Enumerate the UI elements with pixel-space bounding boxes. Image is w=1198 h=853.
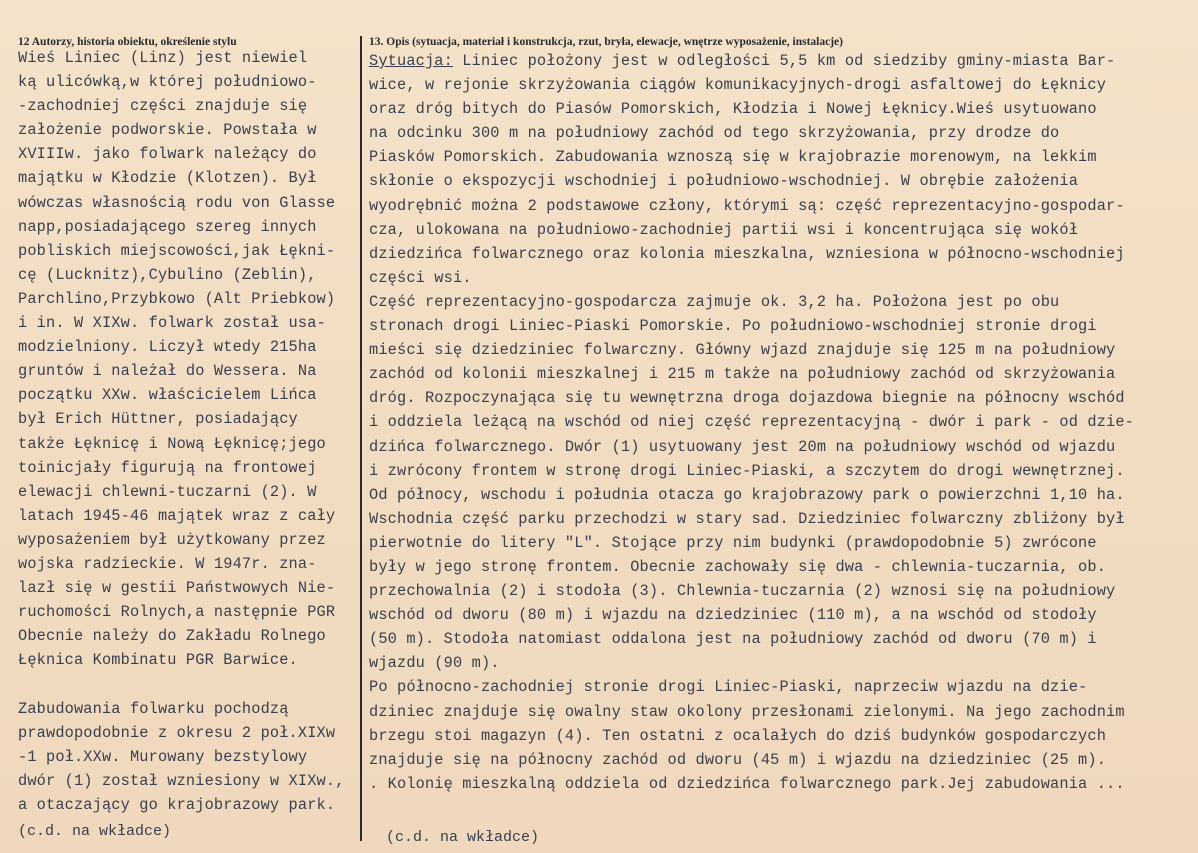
situation-label: Sytuacja: <box>369 52 453 70</box>
text-line: cę (Lucknitz),Cybulino (Zeblin), <box>18 265 317 284</box>
text-line: napp,posiadającego szereg innych <box>18 217 317 236</box>
text-line: toinicjały figurują na frontowej <box>18 458 317 477</box>
text-line: Zabudowania folwarku pochodzą <box>18 699 289 718</box>
text-line: wojska radzieckie. W 1947r. zna- <box>18 554 317 573</box>
text-line: znajduje się na północny zachód od dworu (45 m) i wjazdu na dziedziniec (25 m). <box>369 750 1107 769</box>
text-line: wówczas własnością rodu von Glasse <box>18 193 336 212</box>
text-line: elewacji chlewni-tuczarni (2). W <box>18 482 317 501</box>
text-line: XVIIIw. jako folwark należący do <box>18 145 317 164</box>
column-divider <box>360 36 362 841</box>
section-13-header: 13. Opis (sytuacja, materiał i konstrukcja, rzut, bryła, elewacje, wnętrze wyposażenie, instalacje) <box>369 36 843 48</box>
text-line: -zachodniej części znajduje się <box>18 97 308 116</box>
text-line: pierwotnie do litery "L". Stojące przy nim budynki (prawdopodobnie 5) zwrócone <box>369 533 1097 552</box>
text-line: na odcinku 300 m na południowy zachód od tego skrzyżowania, przy drodze do <box>369 124 1060 143</box>
text-line: a otaczający go krajobrazowy park. <box>18 795 336 814</box>
text-line: był Erich Hüttner, posiadający <box>18 410 298 429</box>
text-line: wyposażeniem był użytkowany przez <box>18 530 326 549</box>
text-line: części wsi. <box>369 268 472 287</box>
text-line: dwór (1) został wzniesiony w XIXw., <box>18 771 345 790</box>
text-line: Obecnie należy do Zakładu Rolnego <box>18 627 326 646</box>
text-line: Część reprezentacyjno-gospodarcza zajmuje ok. 3,2 ha. Położona jest po obu <box>369 292 1060 311</box>
text-line <box>18 672 358 696</box>
text-line: ką ulicówką,w której południowo- <box>18 73 317 92</box>
text-line: prawdopodobnie z okresu 2 poł.XIXw <box>18 723 336 742</box>
description-text <box>369 49 1191 796</box>
text-line <box>369 49 1191 73</box>
text-line: skłonie o ekspozycji wschodniej i południowo-wschodniej. W obrębie założenia <box>369 172 1079 191</box>
text-line: Piasków Pomorskich. Zabudowania wznoszą się w krajobrazie morenowym, na lekkim <box>369 148 1097 167</box>
text-line: stronach drogi Liniec-Piaski Pomorskie. Po południowo-wschodniej stronie drogi <box>369 317 1097 336</box>
text-line: majątku w Kłodzie (Klotzen). Był <box>18 169 317 188</box>
text-line: dziniec znajduje się owalny staw okolony przesłonami zielonymi. Na jego zachodnim <box>369 702 1125 721</box>
text-line: modzielniony. Liczył wtedy 215ha <box>18 338 317 357</box>
text-line: dróg. Rozpoczynająca się tu wewnętrzna droga dojazdowa biegnie na północny wschód <box>369 389 1125 408</box>
text-line: lazł się w gestii Państwowych Nie- <box>18 579 336 598</box>
text-line: dzińca folwarcznego. Dwór (1) usytuowany jest 20m na południowy wschód od wjazdu <box>369 437 1116 456</box>
text-line: oraz dróg bitych do Piasów Pomorskich, Kłodzia i Nowej Łęknicy.Wieś usytuowano <box>369 100 1097 119</box>
text-line: Łęknica Kombinatu PGR Barwice. <box>18 651 298 670</box>
text-line: pobliskich miejscowości,jak Łękni- <box>18 241 336 260</box>
text-line: wschód od dworu (80 m) i wjazdu na dziedziniec (110 m), a na wschód od stodoły <box>369 606 1097 625</box>
text-line: wyodrębnić można 2 podstawowe człony, którymi są: część reprezentacyjno-gospodar- <box>369 196 1125 215</box>
text-line: ruchomości Rolnych,a następnie PGR <box>18 603 336 622</box>
text-line: założenie podworskie. Powstała w <box>18 121 317 140</box>
text-line: Od północy, wschodu i południa otacza go krajobrazowy park o powierzchni 1,10 ha. <box>369 485 1125 504</box>
text-line: Parchlino,Przybkowo (Alt Priebkow) <box>18 289 336 308</box>
text-line: gruntów i należał do Wessera. Na <box>18 362 317 381</box>
text-line: przechowalnia (2) i stodoła (3). Chlewnia-tuczarnia (2) wznosi się na południowy <box>369 582 1116 601</box>
text-line: i in. W XIXw. folwark został usa- <box>18 314 326 333</box>
text-line: Wieś Liniec (Linz) jest niewiel <box>18 49 308 67</box>
text-line: . Kolonię mieszkalną oddziela od dziedzińca folwarcznego park.Jej zabudowania ... <box>369 774 1125 793</box>
continued-note-right: (c.d. na wkładce) <box>386 829 540 846</box>
text-line: Wschodnia część parku przechodzi w stary sad. Dziedziniec folwarczny zbliżony był <box>369 509 1125 528</box>
text-line: były w jego stronę frontem. Obecnie zachowały się dwa - chlewnia-tuczarnia, ob. <box>369 557 1107 576</box>
text-line: także Łęknicę i Nową Łęknicę;jego <box>18 434 326 453</box>
text-line: wjazdu (90 m). <box>369 654 500 673</box>
text-line: latach 1945-46 majątek wraz z cały <box>18 506 336 525</box>
text-line: cza, ulokowana na południowo-zachodniej partii wsi i koncentrująca się wokół <box>369 220 1079 239</box>
text-line: wice, w rejonie skrzyżowania ciągów komunikacyjnych-drogi asfaltowej do Łęknicy <box>369 76 1107 95</box>
text-line: i oddziela leżącą na wschód od niej część reprezentacyjną - dwór i park - od dzie- <box>369 413 1135 432</box>
text-line: i zwrócony frontem w stronę drogi Liniec-Piaski, a szczytem do drogi wewnętrznej. <box>369 461 1125 480</box>
text-line-rest: Liniec położony jest w odległości 5,5 km od siedziby gminy-miasta Bar- <box>452 52 1116 70</box>
text-line: (50 m). Stodoła natomiast oddalona jest na południowy zachód od dworu (70 m) i <box>369 630 1097 649</box>
text-line: zachód od kolonii mieszkalnej i 215 m także na południowy zachód od skrzyżowania <box>369 365 1116 384</box>
text-line: brzegu stoi magazyn (4). Ten ostatni z ocalałych do dziś budynków gospodarczych <box>369 726 1107 745</box>
continued-note-left: (c.d. na wkładce) <box>18 823 172 840</box>
text-line: dziedzińca folwarcznego oraz kolonia mieszkalna, wzniesiona w północno-wschodniej <box>369 244 1125 263</box>
text-line: Po północno-zachodniej stronie drogi Liniec-Piaski, naprzeciw wjazdu na dzie- <box>369 678 1088 697</box>
section-12-header: 12 Autorzy, historia obiektu, określenie stylu <box>18 36 237 48</box>
text-line: mieści się dziedziniec folwarczny. Główny wjazd znajduje się 125 m na południowy <box>369 341 1116 360</box>
text-line: -1 poł.XXw. Murowany bezstylowy <box>18 747 308 766</box>
text-line: początku XXw. właścicielem Lińca <box>18 386 317 405</box>
history-text <box>18 46 358 817</box>
